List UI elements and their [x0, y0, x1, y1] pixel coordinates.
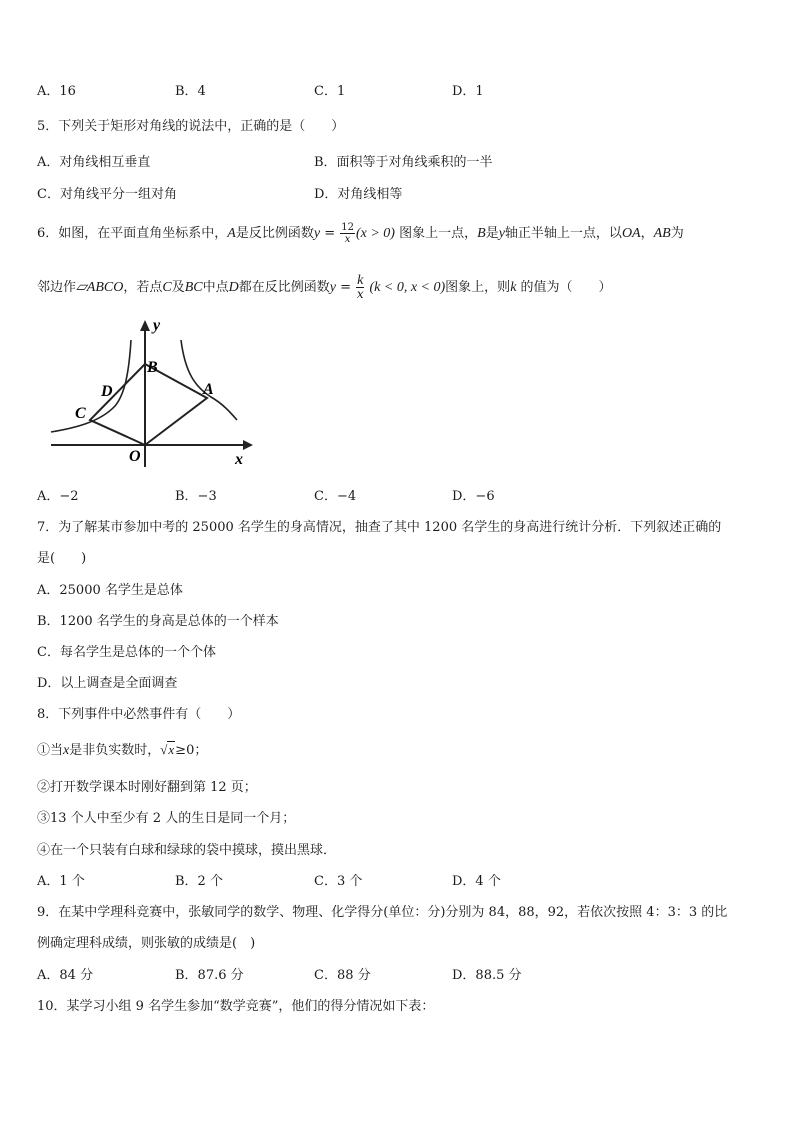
q5-option-a: A．对角线相互垂直 — [37, 155, 151, 170]
q6-option-b: B．−3 — [175, 489, 217, 504]
x-axis-arrow — [243, 440, 253, 450]
q8-option-d: D．4 个 — [452, 874, 501, 889]
q6-option-d: D．−6 — [452, 489, 495, 504]
parallelogram-abco — [90, 364, 207, 445]
q4-option-a: A．16 — [37, 84, 76, 99]
sqrt-symbol: √x — [160, 742, 175, 757]
label-o: O — [129, 448, 141, 465]
q5-option-c: C．对角线平分一组对角 — [37, 187, 177, 202]
q6-option-c: C．−4 — [314, 489, 357, 504]
q6-fraction-12-over-x: $\frac{12}{x}$ — [341, 222, 354, 245]
q9-option-d: D．88.5 分 — [452, 968, 522, 983]
q7-option-d: D．以上调查是全面调查 — [37, 676, 178, 691]
q5-option-b: B．面积等于对角线乘积的一半 — [314, 155, 493, 170]
q7-option-b: B．1200 名学生的身高是总体的一个样本 — [37, 614, 279, 629]
q7-option-a: A．25000 名学生是总体 — [37, 583, 183, 598]
q7-option-c: C．每名学生是总体的一个个体 — [37, 645, 216, 660]
q9-stem-line1: 9．在某中学理科竞赛中，张敏同学的数学、物理、化学得分(单位：分)分别为 84，88，92，若依次按照 4：3：3 的比 — [37, 905, 728, 920]
q6-figure — [45, 312, 265, 472]
q6-stem-line2: 邻边作▱ABCO，若点C及BC中点D都在反比例函数y = $\frac{k}{x}$ (k < 0, x < 0)图象上，则k 的值为（ ） — [37, 273, 612, 301]
q8-stem: 8．下列事件中必然事件有（ ） — [37, 707, 241, 722]
q7-stem-line1: 7．为了解某市参加中考的 25000 名学生的身高情况，抽查了其中 1200 名学生的身高进行统计分析．下列叙述正确的 — [37, 520, 722, 535]
q9-stem-line2: 例确定理科成绩，则张敏的成绩是( ) — [37, 936, 256, 951]
q9-option-c: C．88 分 — [314, 968, 371, 983]
q5-stem: 5．下列关于矩形对角线的说法中，正确的是（ ） — [37, 119, 345, 134]
label-c: C — [75, 405, 86, 422]
q8-item-1: ①当x是非负实数时，√x≥0； — [37, 742, 208, 758]
q10-stem: 10．某学习小组 9 名学生参加“数学竞赛”，他们的得分情况如下表： — [37, 999, 435, 1014]
q6-stem-line1: 6．如图，在平面直角坐标系中，A是反比例函数y = $\frac{12}{x}$ (x > 0) 图象上一点，B是y轴正半轴上一点，以OA，AB为 — [37, 222, 684, 245]
label-d: D — [101, 383, 113, 400]
q8-option-c: C．3 个 — [314, 874, 363, 889]
q7-stem-line2: 是( ) — [37, 551, 87, 566]
q8-option-b: B．2 个 — [175, 874, 223, 889]
curve-positive-k — [181, 340, 237, 420]
q4-option-b: B．4 — [175, 84, 206, 99]
q8-item-4: ④在一个只装有白球和绿球的袋中摸球，摸出黑球． — [37, 843, 337, 858]
q4-option-c: C．1 — [314, 84, 346, 99]
label-a: A — [203, 381, 214, 398]
q6-option-a: A．−2 — [37, 489, 79, 504]
q5-option-d: D．对角线相等 — [314, 187, 403, 202]
q8-item-3: ③13 个人中至少有 2 人的生日是同一个月； — [37, 811, 296, 826]
q9-option-b: B．87.6 分 — [175, 968, 244, 983]
label-y: y — [153, 317, 161, 334]
y-axis-arrow — [140, 320, 150, 331]
q4-option-d: D．1 — [452, 84, 484, 99]
q8-option-a: A．1 个 — [37, 874, 85, 889]
q8-item-2: ②打开数学课本时刚好翻到第 12 页； — [37, 780, 257, 795]
label-b: B — [147, 359, 158, 376]
q6-fraction-k-over-x: $\frac{k}{x}$ — [356, 273, 364, 301]
label-x: x — [235, 451, 243, 468]
q9-option-a: A．84 分 — [37, 968, 94, 983]
